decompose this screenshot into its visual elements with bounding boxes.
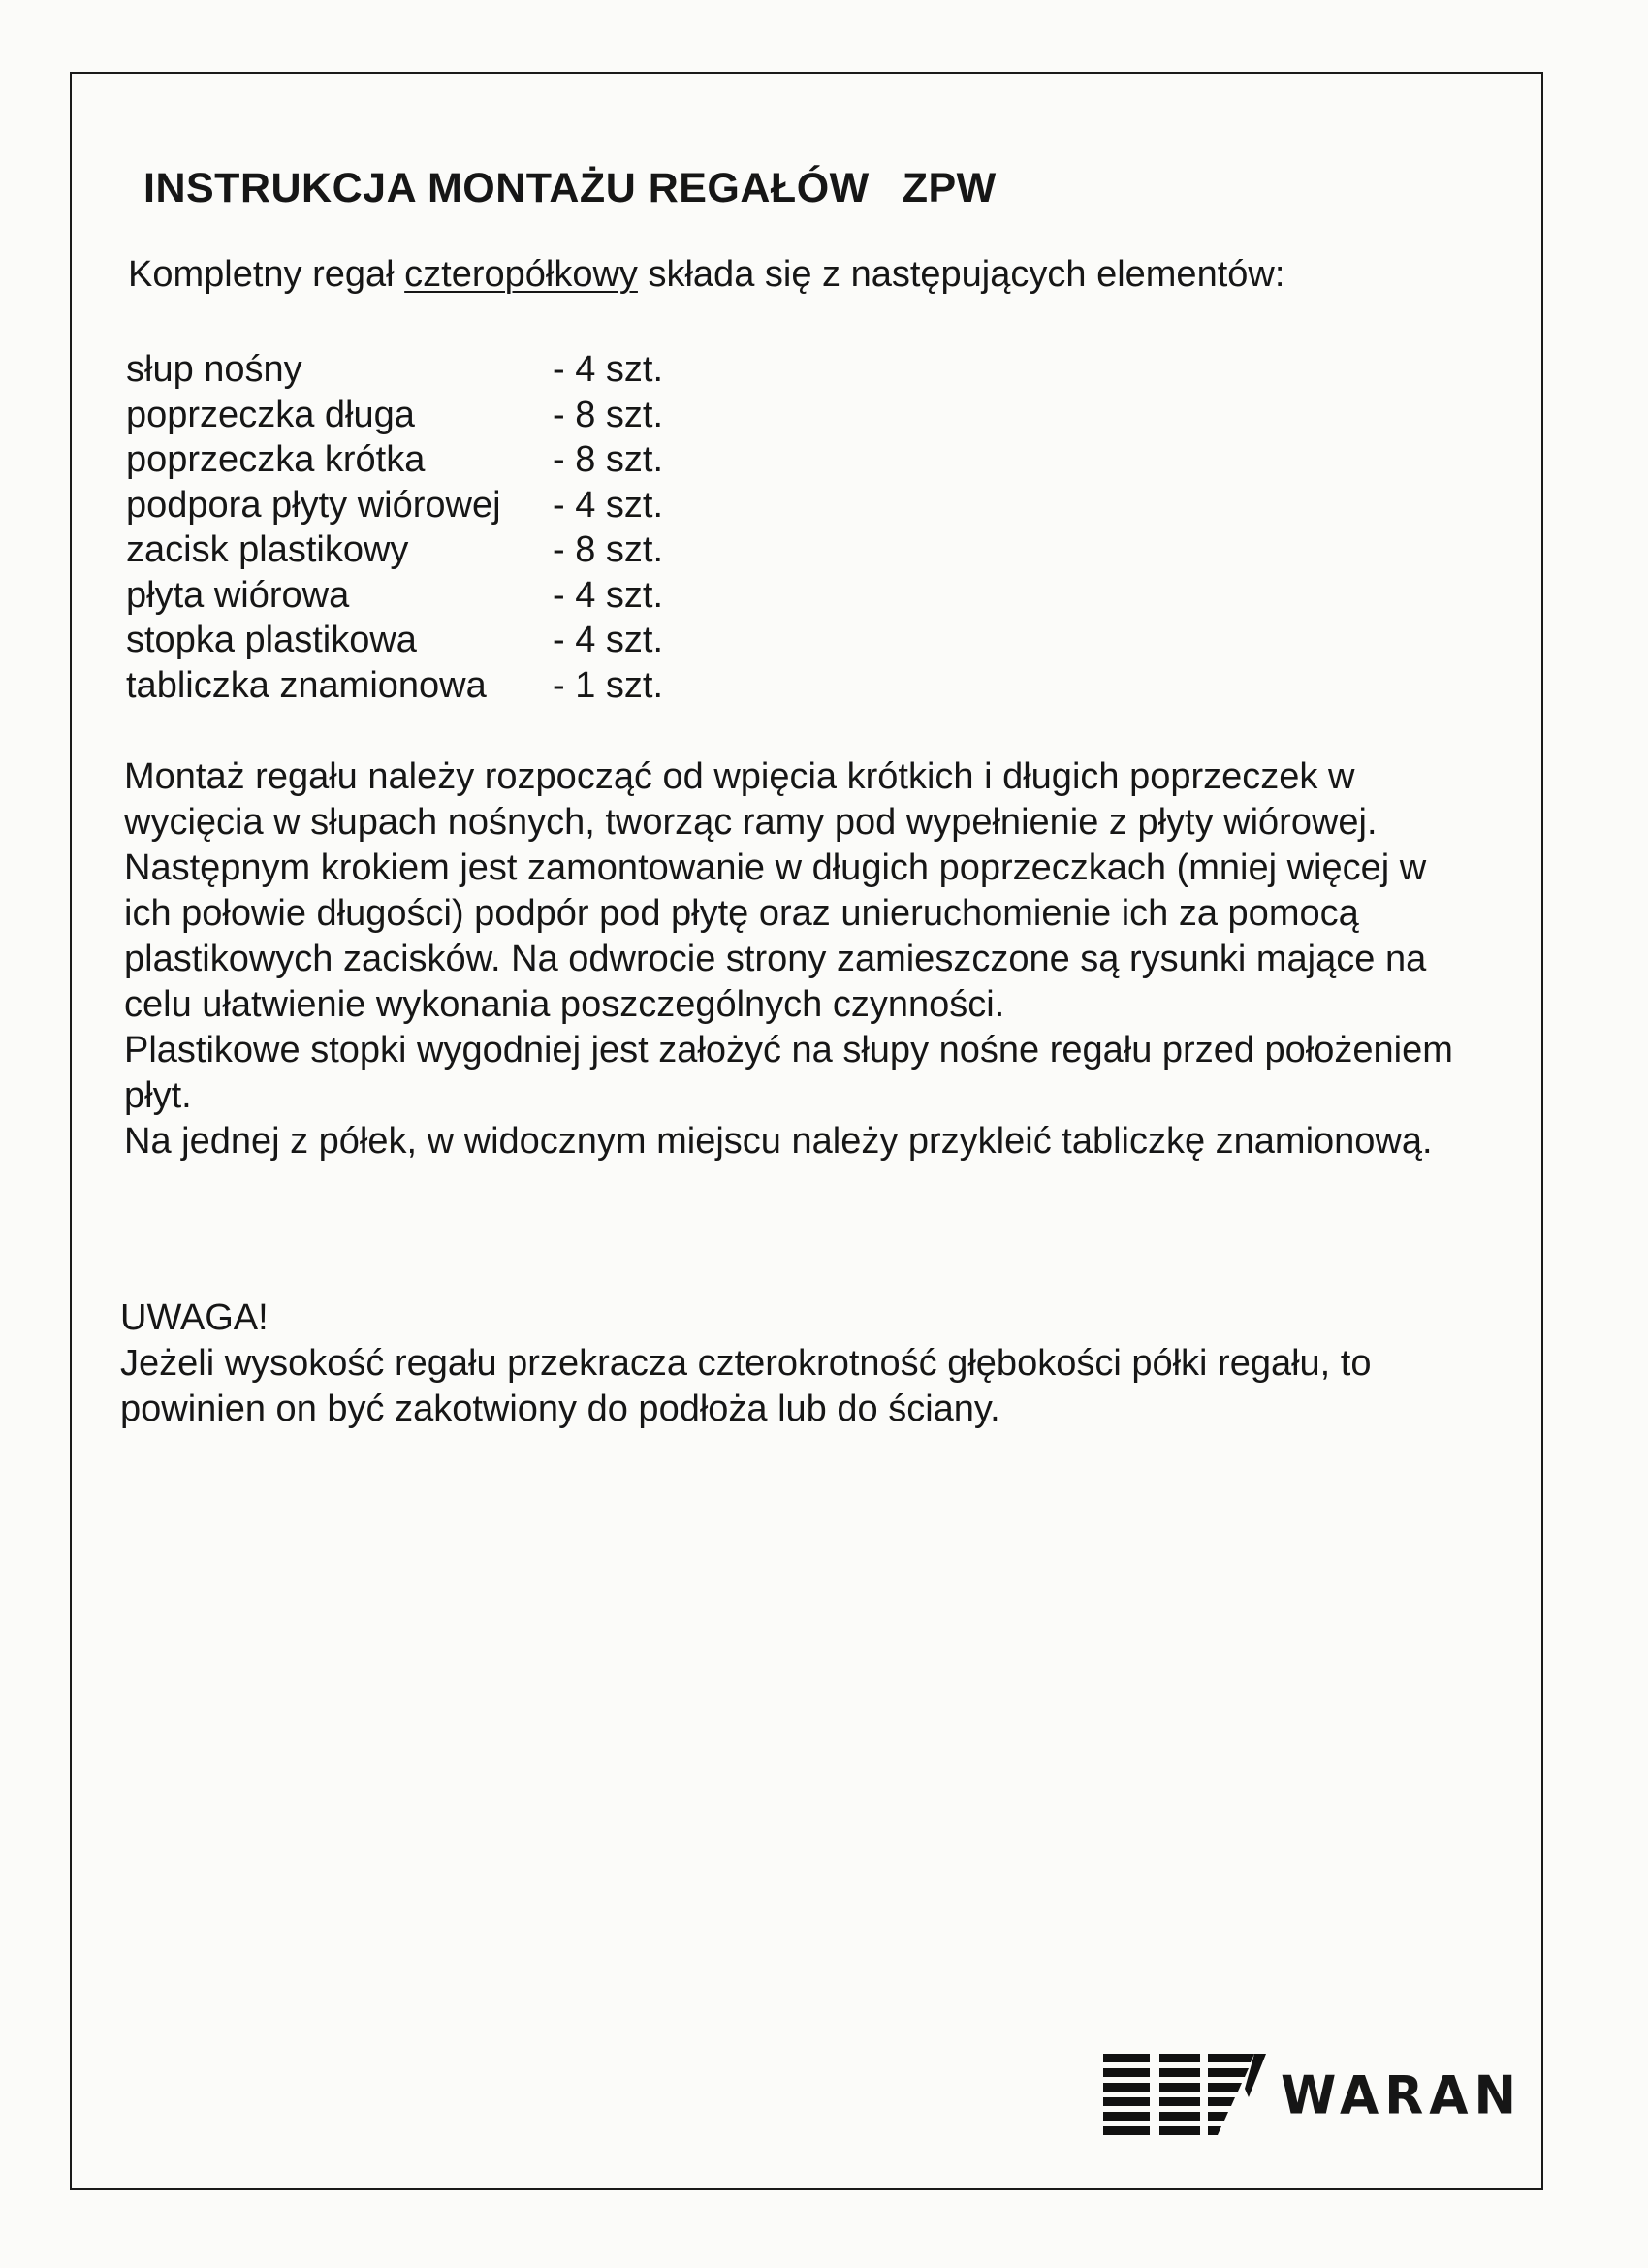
part-name: stopka plastikowa bbox=[126, 620, 417, 660]
company-logo bbox=[1103, 2054, 1523, 2137]
part-qty: - 4 szt. bbox=[553, 574, 664, 616]
instruction-paragraph: Następnym krokiem jest zamontowanie w długich poprzeczkach (mniej więcej w ich połowie długości) podpór pod płytę oraz unieruchomienie ich za pomocą plastikowych zacisków. Na odwrocie strony zamieszczone są rysunki mające na celu ułatwienie wykonania poszczególnych czynności. bbox=[124, 847, 1427, 1025]
part-name: poprzeczka krótka bbox=[126, 439, 426, 480]
intro-before: Kompletny regał bbox=[128, 254, 405, 295]
list-item bbox=[126, 527, 663, 573]
warning-heading: UWAGA! bbox=[120, 1297, 269, 1338]
part-name: słup nośny bbox=[126, 349, 302, 390]
list-item bbox=[126, 347, 663, 393]
part-name: tabliczka znamionowa bbox=[126, 664, 487, 706]
warning-section bbox=[120, 1295, 1468, 1432]
part-name: podpora płyty wiórowej bbox=[126, 484, 501, 526]
instruction-paragraph: Plastikowe stopki wygodniej jest założyć na słupy nośne regału przed położeniem płyt. bbox=[124, 1030, 1453, 1116]
part-qty: - 8 szt. bbox=[553, 439, 664, 480]
document-title bbox=[143, 165, 997, 212]
part-qty: - 1 szt. bbox=[553, 664, 664, 706]
part-qty: - 4 szt. bbox=[553, 484, 664, 526]
warning-text: Jeżeli wysokość regału przekracza czterokrotność głębokości półki regału, to powinien on być zakotwiony do podłoża lub do ściany. bbox=[120, 1343, 1372, 1429]
part-name: płyta wiórowa bbox=[126, 574, 350, 616]
part-name: poprzeczka długa bbox=[126, 394, 415, 435]
part-qty: - 8 szt. bbox=[553, 394, 664, 435]
instruction-paragraph: Na jednej z półek, w widocznym miejscu należy przykleić tabliczkę znamionową. bbox=[124, 1121, 1433, 1162]
instruction-paragraph: Montaż regału należy rozpocząć od wpięcia krótkich i długich poprzeczek w wycięcia w słupach nośnych, tworząc ramy pod wypełnienie z płyty wiórowej. bbox=[124, 756, 1378, 843]
part-qty: - 4 szt. bbox=[553, 620, 664, 660]
intro-underlined-word: czteropółkowy bbox=[404, 254, 638, 295]
part-name: zacisk plastikowy bbox=[126, 529, 409, 570]
assembly-instructions bbox=[124, 754, 1472, 1165]
logo-wordmark: WARAN bbox=[1281, 2065, 1523, 2126]
list-item bbox=[126, 573, 663, 619]
part-qty: - 8 szt. bbox=[553, 529, 664, 570]
intro-sentence bbox=[128, 254, 1284, 296]
list-item bbox=[126, 393, 663, 438]
waran-stripe-w-logo-icon bbox=[1103, 2054, 1268, 2137]
intro-after: składa się z następujących elementów: bbox=[637, 254, 1285, 295]
list-item bbox=[126, 437, 663, 483]
title-main: INSTRUKCJA MONTAŻU REGAŁÓW bbox=[143, 165, 870, 211]
parts-list bbox=[126, 347, 663, 708]
list-item bbox=[126, 483, 663, 528]
list-item bbox=[126, 618, 663, 663]
part-qty: - 4 szt. bbox=[553, 349, 664, 390]
list-item bbox=[126, 663, 663, 709]
title-code: ZPW bbox=[902, 165, 997, 211]
